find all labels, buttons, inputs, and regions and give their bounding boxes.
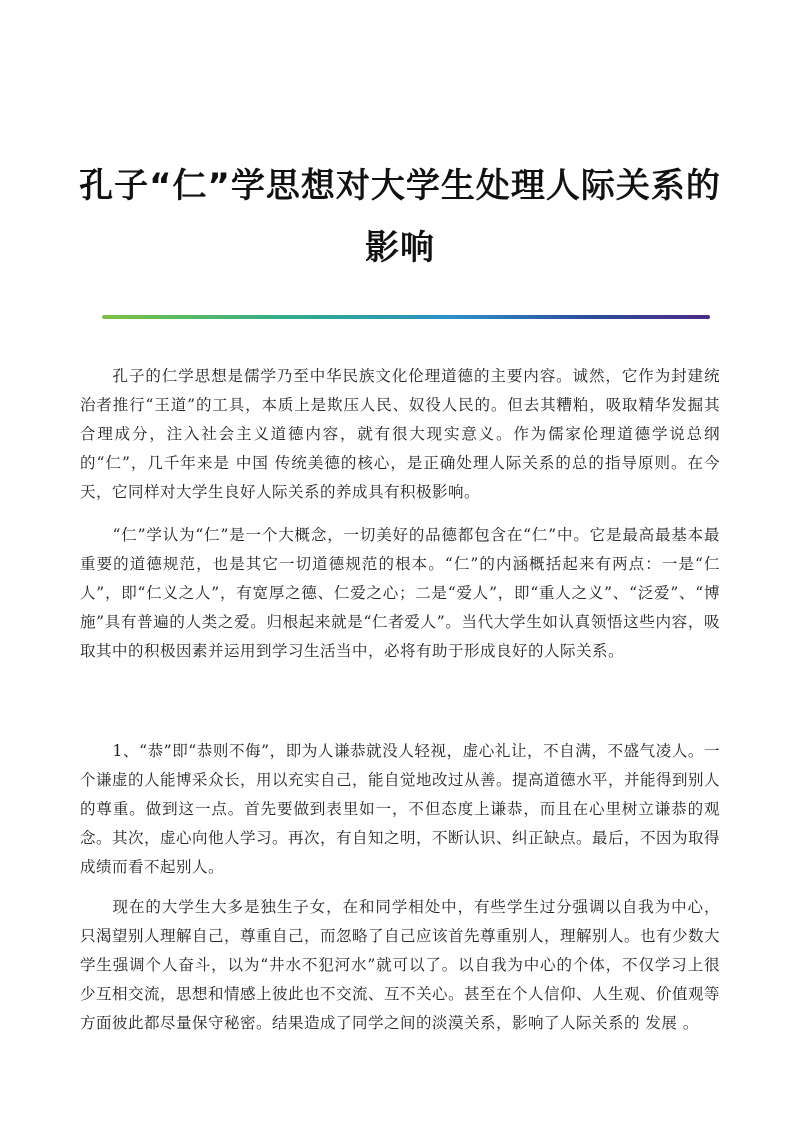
body-paragraph-students <box>80 893 720 1038</box>
body-paragraph-intro <box>80 362 720 507</box>
paragraph-text: 现在的大学生大多是独生子女，在和同学相处中，有些学生过分强调以自我为中心，只渴望别人理解自己，尊重自己，而忽略了自己应该首先尊重别人，理解别人。也有少数大学生强调个人奋斗，以为“井水不犯河水”就可以了。以自我为中心的个体，不仅学习上很少互相交流，思想和情感上彼此也不交流、互不关心。甚至在个人信仰、人生观、价值观等方面彼此都尽量保守秘密。结果造成了同学之间的淡漠关系，影响了人际关系的 发展 。 <box>80 898 721 1032</box>
title-divider-gradient <box>102 315 710 319</box>
document-title-line-2: 影响 <box>365 228 435 268</box>
body-paragraph-gong <box>80 737 720 882</box>
paragraph-text: “仁”学认为“仁”是一个大概念，一切美好的品德都包含在“仁”中。它是最高最基本最重要的道德规范，也是其它一切道德规范的根本。“仁”的内涵概括起来有两点：一是“仁人”，即“仁义之人”，有宽厚之德、仁爱之心；二是“爱人”，即“重人之义”、“泛爱”、“博施”具有普遍的人类之爱。归根起来就是“仁者爱人”。当代大学生如认真领悟这些内容，吸取其中的积极因素并运用到学习生活当中，必将有助于形成良好的人际关系。 <box>80 526 720 660</box>
body-paragraph-ren-concept <box>80 521 720 666</box>
document-title-line-1: 孔子“仁”学思想对大学生处理人际关系的 <box>79 166 721 206</box>
paragraph-text: 1、“恭”即“恭则不侮”，即为人谦恭就没人轻视，虚心礼让，不自满，不盛气凌人。一个谦虚的人能博采众长，用以充实自己，能自觉地改过从善。提高道德水平，并能得到别人的尊重。做到这一点。首先要做到表里如一，不但态度上谦恭，而且在心里树立谦恭的观念。其次，虚心向他人学习。再次，有自知之明，不断认识、纠正缺点。最后，不因为取得成绩而看不起别人。 <box>80 742 721 876</box>
paragraph-text: 孔子的仁学思想是儒学乃至中华民族文化伦理道德的主要内容。诚然，它作为封建统治者推行“王道”的工具，本质上是欺压人民、奴役人民的。但去其糟粕，吸取精华发掘其合理成分，注入社会主义道德内容，就有很大现实意义。作为儒家伦理道德学说总纲的“仁”，几千年来是 中国 传统美德的核心，是正确处理人际关系的总的指导原则。在今天，它同样对大学生良好人际关系的养成具有积极影响。 <box>80 367 720 501</box>
